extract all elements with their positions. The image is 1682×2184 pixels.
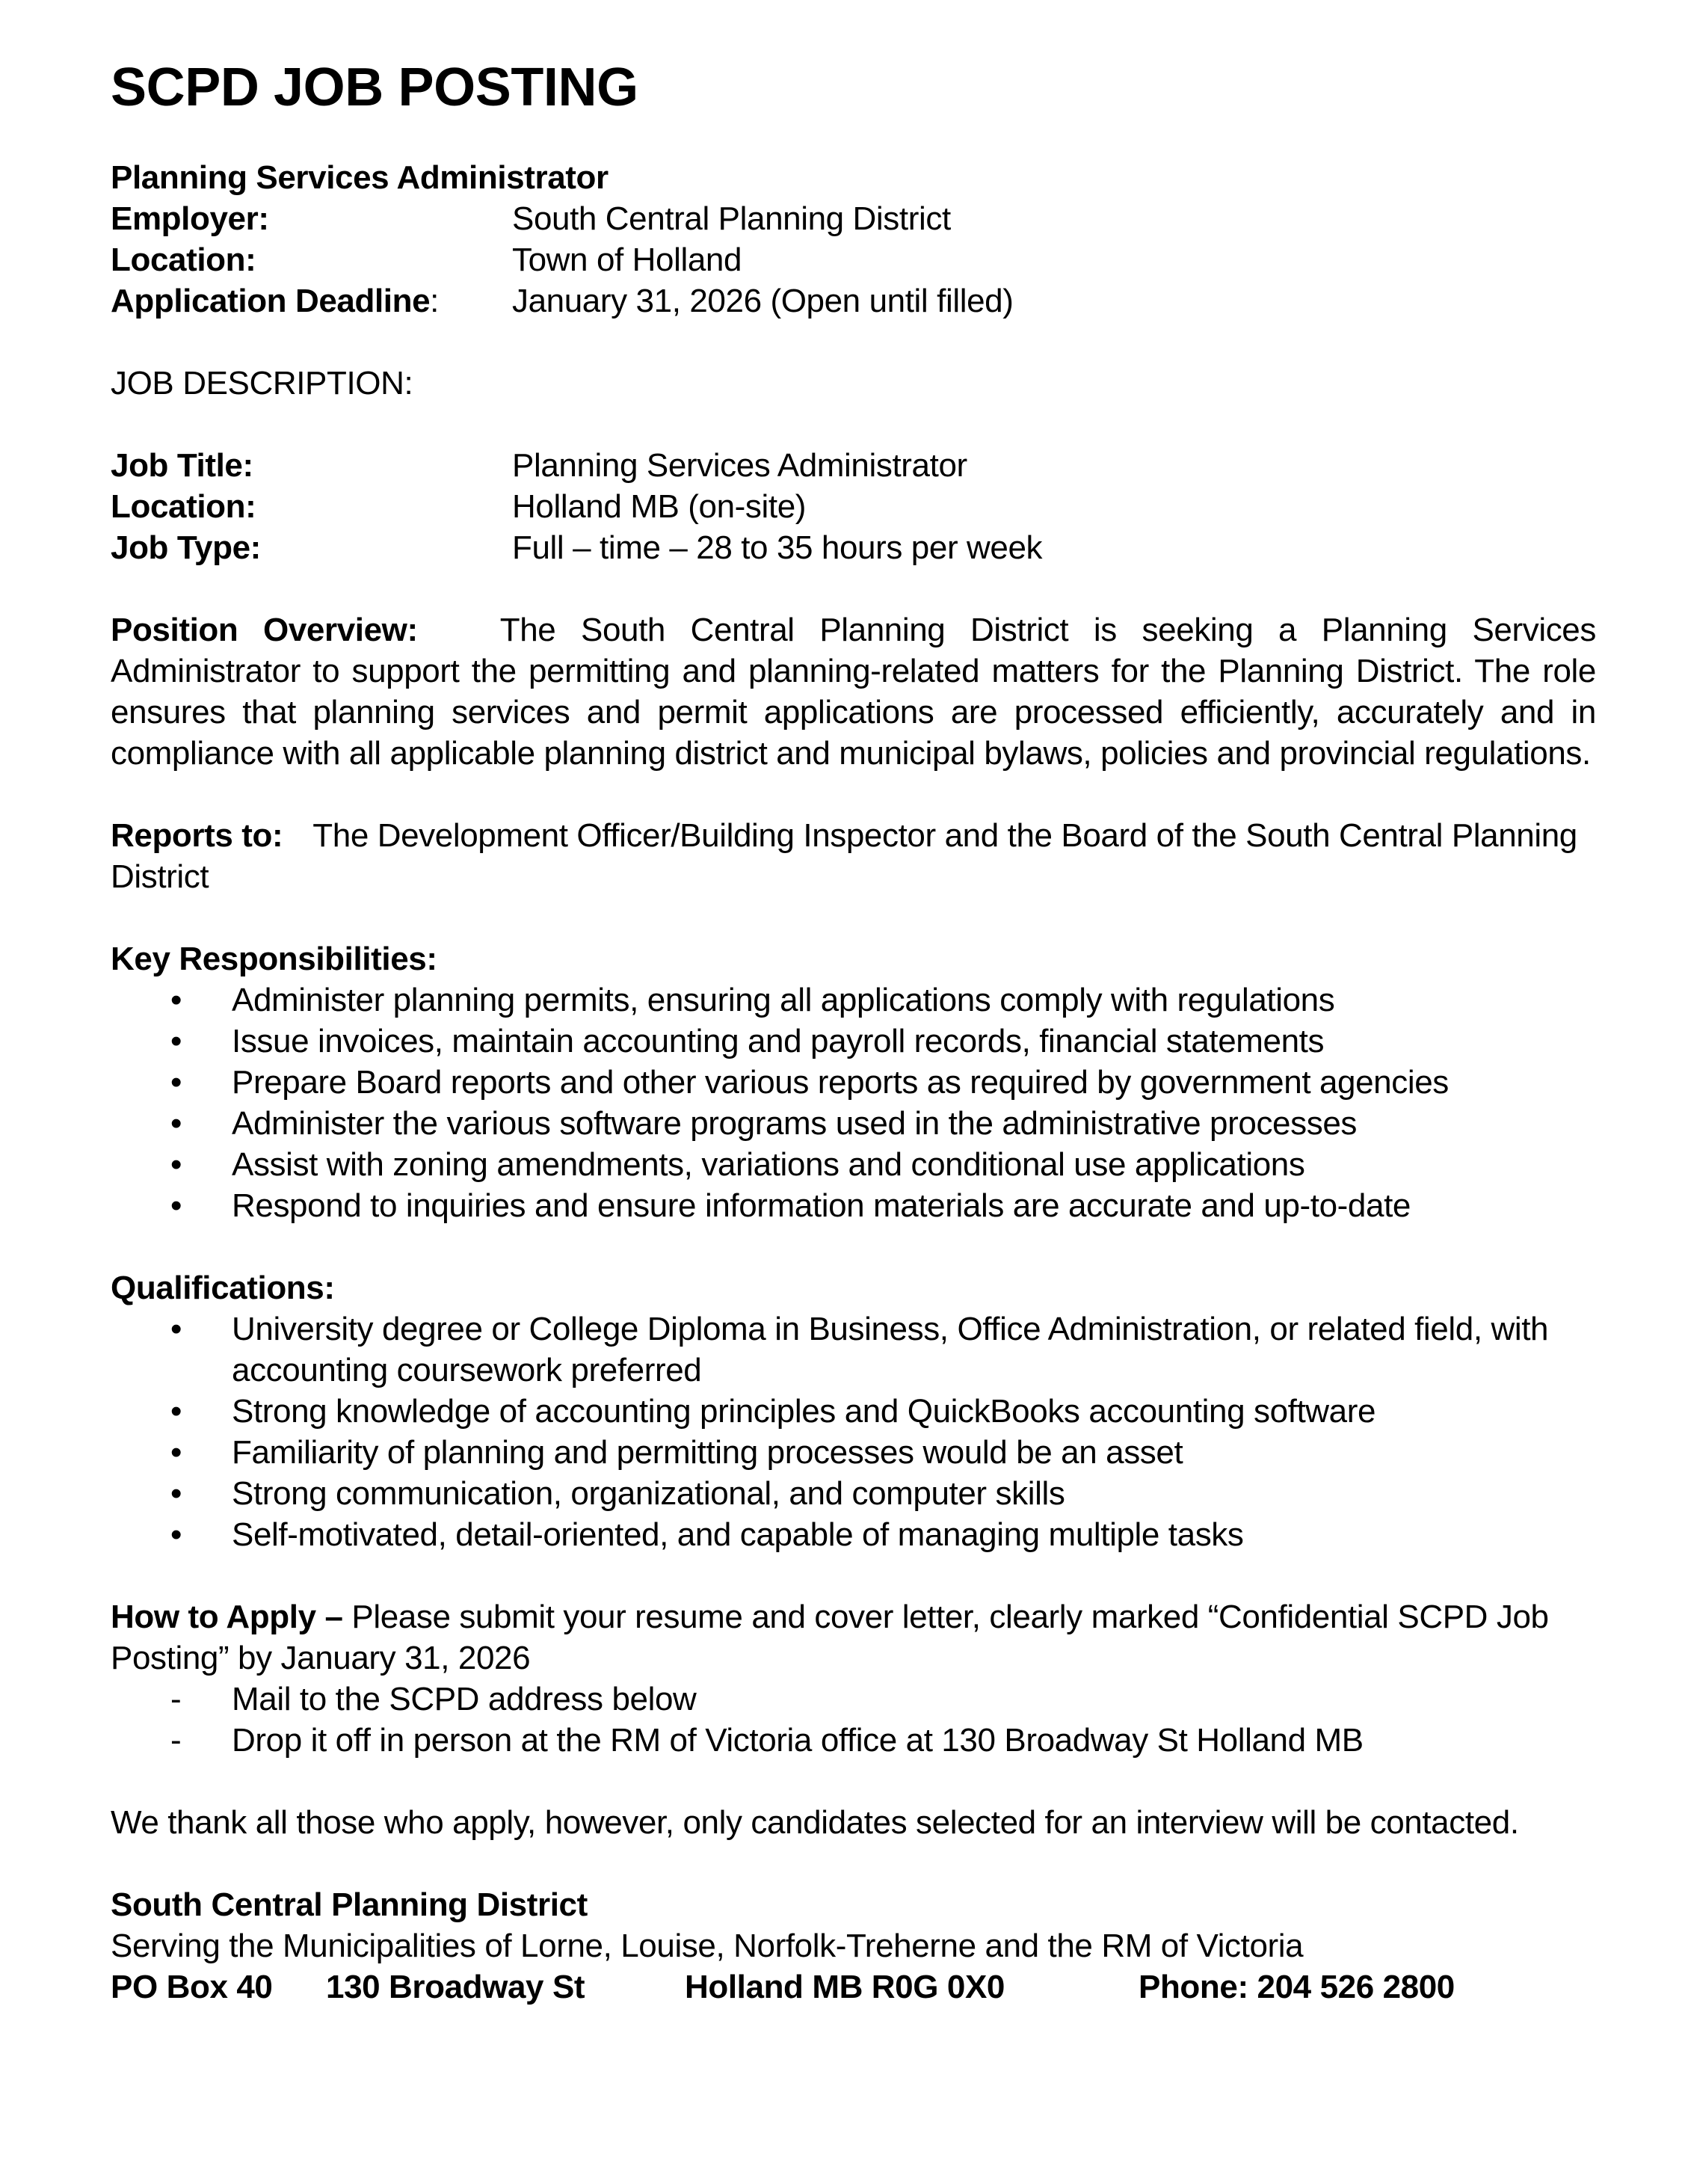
- list-item: [170, 1432, 1596, 1473]
- reports-to-text: The Development Officer/Building Inspector and the Board of the South Central Planning District: [111, 817, 1577, 895]
- list-item: [170, 1021, 1596, 1062]
- footer: [111, 1884, 1596, 2008]
- list-item: [170, 979, 1596, 1021]
- list-item: [170, 1473, 1596, 1514]
- list-item: [170, 1103, 1596, 1144]
- bullet-icon: •: [170, 982, 182, 1018]
- list-item: [170, 1308, 1596, 1391]
- field-value: South Central Planning District: [512, 200, 951, 237]
- list-item-text: Strong knowledge of accounting principles and QuickBooks accounting software: [232, 1393, 1376, 1430]
- bullet-icon: •: [170, 1064, 182, 1101]
- position-overview-label: Position Overview:: [111, 612, 418, 648]
- footer-city-postal: Holland MB R0G 0X0: [685, 1969, 1005, 2005]
- list-item-text: University degree or College Diploma in Business, Office Administration, or related field, with accounting coursework preferred: [232, 1311, 1549, 1388]
- bullet-icon: •: [170, 1393, 182, 1430]
- how-to-apply-list: [111, 1679, 1596, 1761]
- field-label-colon: :: [430, 283, 439, 319]
- reports-to-label: Reports to:: [111, 817, 283, 854]
- field-value: Holland MB (on-site): [512, 488, 807, 525]
- bullet-icon: •: [170, 1023, 182, 1059]
- list-item-text: Familiarity of planning and permitting processes would be an asset: [232, 1434, 1183, 1471]
- list-item-text: Drop it off in person at the RM of Victoria office at 130 Broadway St Holland MB: [232, 1722, 1364, 1759]
- footer-address-line: [111, 1966, 1596, 2008]
- qualifications-heading: Qualifications:: [111, 1270, 335, 1306]
- bullet-icon: •: [170, 1475, 182, 1512]
- list-item-text: Strong communication, organizational, and computer skills: [232, 1475, 1065, 1512]
- list-item: [170, 1144, 1596, 1185]
- list-item: [170, 1062, 1596, 1103]
- list-item: [170, 1720, 1596, 1761]
- list-item-text: Respond to inquiries and ensure information materials are accurate and up-to-date: [232, 1187, 1411, 1224]
- field-row-job-title: [111, 445, 1596, 486]
- field-value: January 31, 2026 (Open until filled): [512, 283, 1014, 319]
- list-item-text: Administer planning permits, ensuring all applications comply with regulations: [232, 982, 1335, 1018]
- field-row-job-type: [111, 527, 1596, 568]
- list-item-text: Self-motivated, detail-oriented, and capable of managing multiple tasks: [232, 1516, 1244, 1553]
- footer-org-name: South Central Planning District: [111, 1886, 588, 1923]
- list-item-text: Issue invoices, maintain accounting and payroll records, financial statements: [232, 1023, 1325, 1059]
- footer-po-box: PO Box 40: [111, 1969, 273, 2005]
- job-description-fields: [111, 445, 1596, 568]
- field-row-application-deadline: [111, 280, 1596, 322]
- list-item-text: Assist with zoning amendments, variations and conditional use applications: [232, 1146, 1305, 1183]
- list-item: [170, 1185, 1596, 1226]
- field-label-text: Job Title:: [111, 447, 253, 484]
- bullet-icon: •: [170, 1187, 182, 1224]
- footer-phone: Phone: 204 526 2800: [1139, 1969, 1455, 2005]
- list-item-text: Administer the various software programs used in the administrative processes: [232, 1105, 1357, 1142]
- field-label: [111, 445, 512, 486]
- dash-icon: -: [170, 1722, 182, 1759]
- list-item: [170, 1679, 1596, 1720]
- qualifications-list: [111, 1308, 1596, 1555]
- field-row-employer: [111, 198, 1596, 239]
- how-to-apply-text: Please submit your resume and cover letter, clearly marked “Confidential SCPD Job Posting” by January 31, 2026: [111, 1599, 1549, 1676]
- field-label-text: Job Type:: [111, 529, 261, 566]
- bullet-icon: •: [170, 1516, 182, 1553]
- bullet-icon: •: [170, 1311, 182, 1347]
- footer-tagline: Serving the Municipalities of Lorne, Louise, Norfolk-Treherne and the RM of Victoria: [111, 1928, 1304, 1964]
- position-overview-text: The South Central Planning District is seeking a Planning Services Administrator to support the permitting and planning-related matters for the Planning District. The role ensures that planning services and permit applications are processed efficiently, accurately and in compliance with all applicable planning district and municipal bylaws, policies and provincial regulations.: [111, 612, 1596, 772]
- page-title: SCPD JOB POSTING: [111, 58, 638, 117]
- field-label: [111, 486, 512, 527]
- field-label-text: Location:: [111, 488, 256, 525]
- reports-to-paragraph: [111, 815, 1596, 897]
- field-row-location: [111, 239, 1596, 280]
- field-value: Planning Services Administrator: [512, 447, 967, 484]
- field-value: Full – time – 28 to 35 hours per week: [512, 529, 1043, 566]
- closing-note: We thank all those who apply, however, only candidates selected for an interview will be contacted.: [111, 1804, 1519, 1841]
- list-item: [170, 1391, 1596, 1432]
- field-label-text: Employer:: [111, 200, 269, 237]
- bullet-icon: •: [170, 1105, 182, 1142]
- how-to-apply-paragraph: [111, 1596, 1596, 1679]
- field-label: [111, 198, 512, 239]
- bullet-icon: •: [170, 1434, 182, 1471]
- field-row-job-location: [111, 486, 1596, 527]
- list-item-text: Mail to the SCPD address below: [232, 1681, 697, 1717]
- field-label-text: Location:: [111, 242, 256, 278]
- job-description-heading: JOB DESCRIPTION:: [111, 365, 413, 402]
- field-label: [111, 280, 512, 322]
- how-to-apply-label: How to Apply –: [111, 1599, 343, 1635]
- field-value: Town of Holland: [512, 242, 742, 278]
- list-item-text: Prepare Board reports and other various reports as required by government agencies: [232, 1064, 1449, 1101]
- list-item: [170, 1514, 1596, 1555]
- field-label: [111, 527, 512, 568]
- footer-street: 130 Broadway St: [326, 1969, 585, 2005]
- posting-summary: [111, 157, 1596, 322]
- dash-icon: -: [170, 1681, 182, 1717]
- bullet-icon: •: [170, 1146, 182, 1183]
- key-responsibilities-list: [111, 979, 1596, 1226]
- position-title: Planning Services Administrator: [111, 159, 609, 196]
- position-overview-paragraph: [111, 609, 1596, 774]
- field-label-text: Application Deadline: [111, 283, 431, 319]
- key-responsibilities-heading: Key Responsibilities:: [111, 941, 437, 977]
- field-label: [111, 239, 512, 280]
